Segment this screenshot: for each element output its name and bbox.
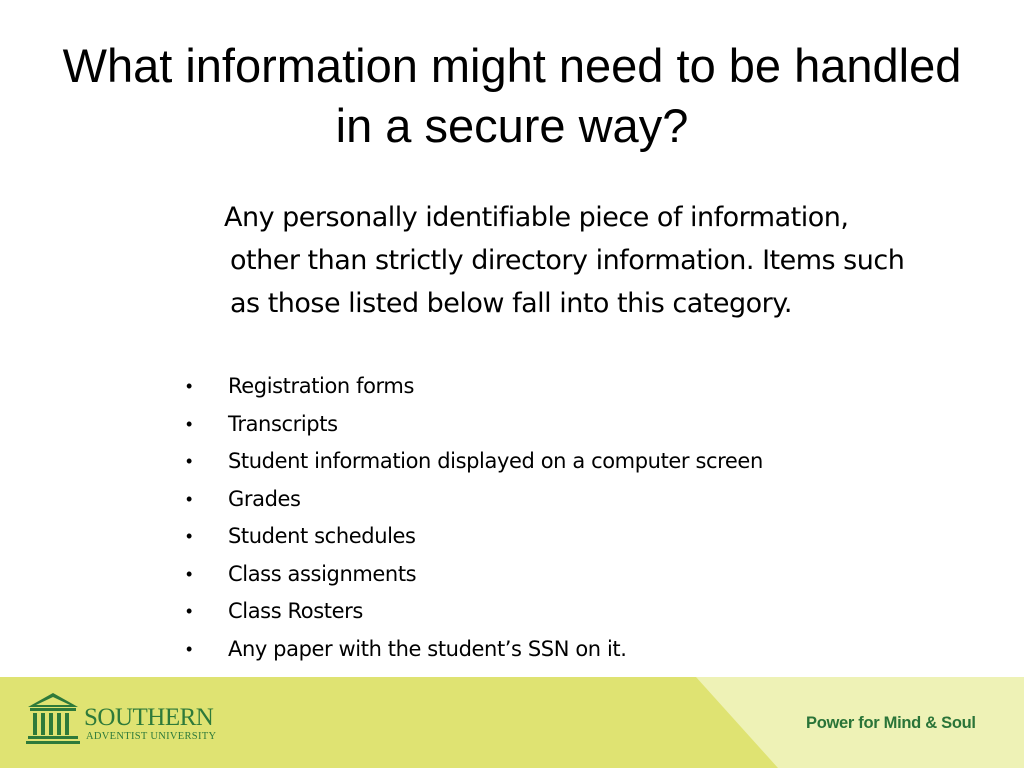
tagline: Power for Mind & Soul bbox=[806, 714, 976, 732]
list-item bbox=[186, 443, 906, 481]
university-logo bbox=[24, 691, 244, 751]
bullet-marker: • bbox=[186, 451, 192, 471]
list-item bbox=[186, 481, 906, 519]
columned-building-icon bbox=[24, 691, 82, 749]
list-item bbox=[186, 593, 906, 631]
list-item bbox=[186, 631, 906, 669]
logo-subtitle: ADVENTIST UNIVERSITY bbox=[86, 731, 217, 742]
logo-name: SOUTHERN bbox=[84, 704, 214, 731]
list-item bbox=[186, 406, 906, 444]
bullet-text: Any paper with the student’s SSN on it. bbox=[228, 636, 627, 661]
bullet-text: Registration forms bbox=[228, 374, 415, 398]
bullet-text: Class assignments bbox=[228, 561, 417, 586]
bullet-marker: • bbox=[186, 526, 192, 546]
slide-title: What information might need to be handled in a secure way? bbox=[62, 39, 962, 152]
bullet-marker: • bbox=[186, 638, 192, 659]
list-item bbox=[186, 518, 906, 556]
list-item bbox=[186, 556, 906, 594]
bullet-text: Class Rosters bbox=[228, 599, 363, 623]
bullet-text: Transcripts bbox=[228, 411, 338, 436]
bullet-marker: • bbox=[186, 601, 192, 621]
list-item bbox=[186, 368, 906, 406]
intro-paragraph: Any personally identifiable piece of information, other than strictly directory information. Items such as those listed below fall into this category. bbox=[224, 202, 905, 319]
bullet-marker: • bbox=[186, 488, 192, 509]
bullet-text: Student schedules bbox=[228, 524, 416, 548]
bullet-marker: • bbox=[186, 413, 192, 434]
bullet-marker: • bbox=[186, 376, 192, 396]
bullet-marker: • bbox=[186, 563, 192, 584]
bullet-text: Grades bbox=[228, 486, 301, 511]
bullet-text: Student information displayed on a computer screen bbox=[228, 449, 763, 473]
footer-band bbox=[0, 677, 1024, 768]
bullet-list bbox=[186, 368, 906, 668]
